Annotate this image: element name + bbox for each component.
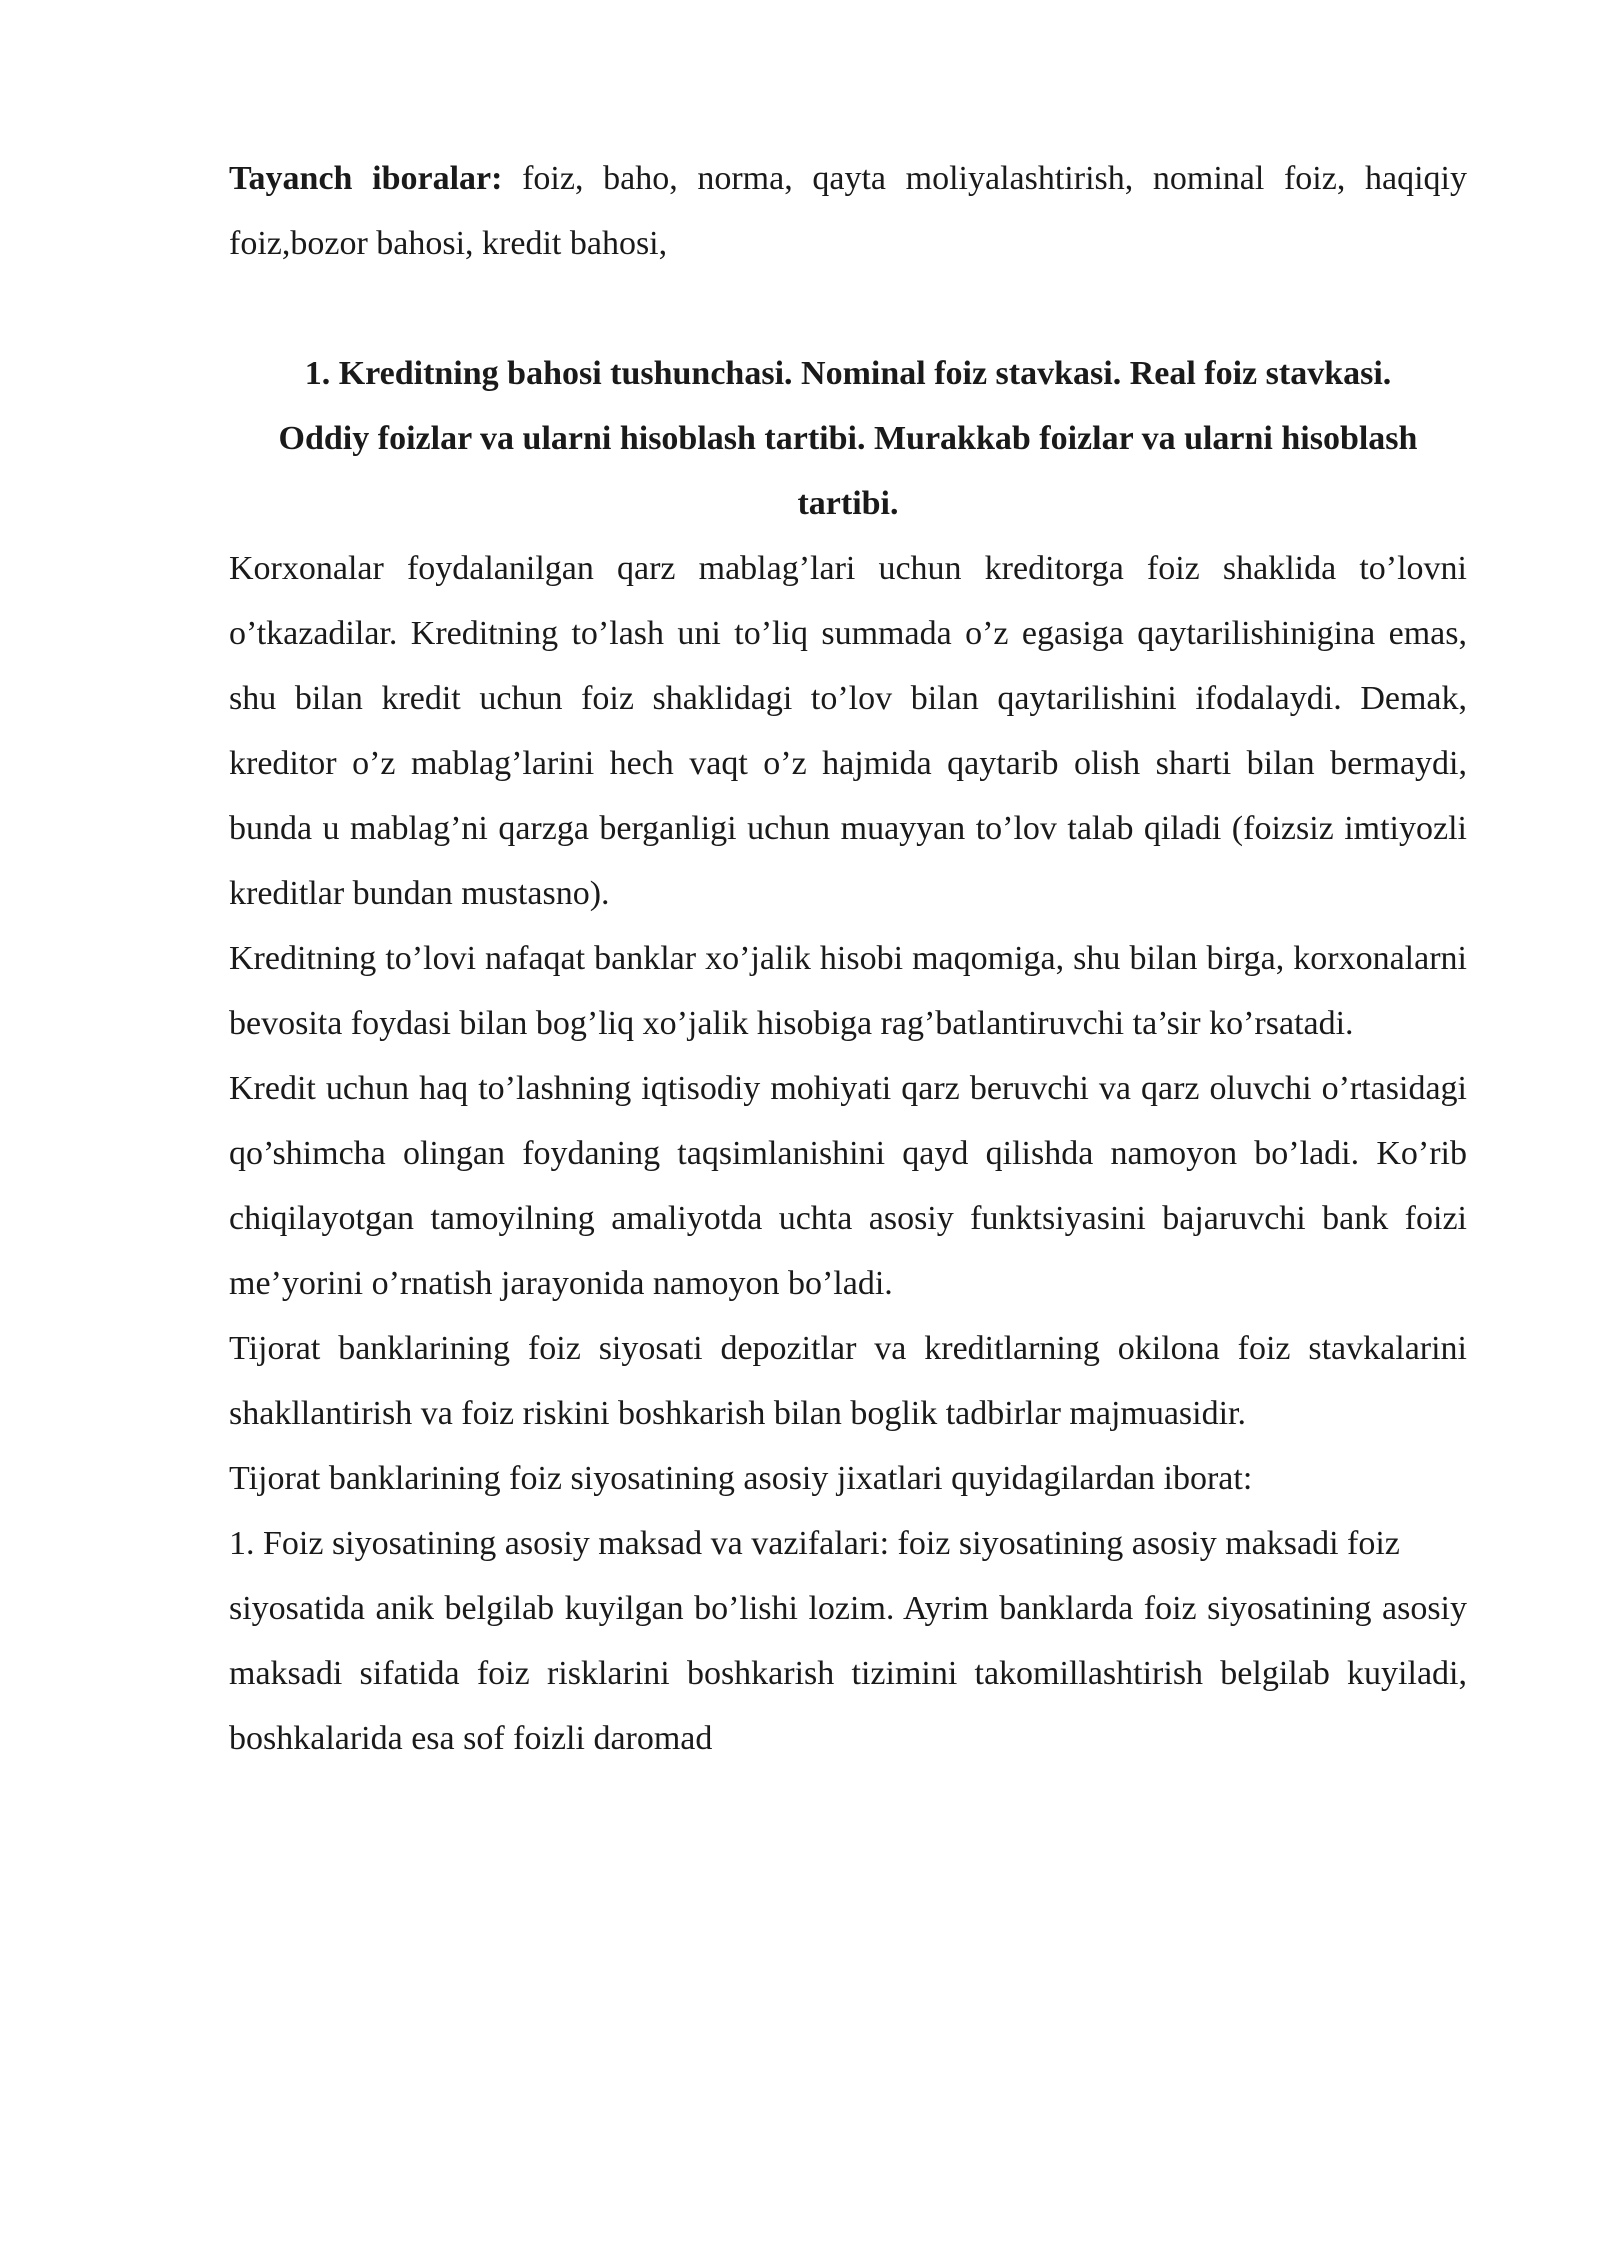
keywords-paragraph — [229, 146, 1467, 276]
keywords-text: foiz, baho, norma, qayta moliyalashtirish, nominal foiz, haqiqiy foiz,bozor bahosi, kredit bahosi, — [229, 160, 1467, 262]
paragraph-2: Kreditning to’lovi nafaqat banklar xo’jalik hisobi maqomiga, shu bilan birga, korxonalarni bevosita foydasi bilan bog’liq xo’jalik hisobiga rag’batlantiruvchi ta’sir ko’rsatadi. — [229, 940, 1467, 1042]
keywords-label: Tayanch iboralar: — [229, 160, 503, 197]
paragraph-1: Korxonalar foydalanilgan qarz mablag’lari uchun kreditorga foiz shaklida to’lovni o’tkazadilar. Kreditning to’lash uni to’liq summada o’z egasiga qaytarilishinigina emas, shu bilan kredit uchun foiz shaklidagi to’lov bilan qaytarilishini ifodalaydi. Demak, kreditor o’z mablag’larini hech vaqt o’z hajmida qaytarib olish sharti bilan bermaydi, bunda u mablag’ni qarzga berganligi uchun muayyan to’lov talab qiladi (foizsiz imtiyozli kreditlar bundan mustasno). — [229, 550, 1467, 912]
paragraph-5: Tijorat banklarining foiz siyosatining asosiy jixatlari quyidagilardan iborat: — [229, 1460, 1253, 1497]
paragraph-6: 1. Foiz siyosatining asosiy maksad va vazifalari: foiz siyosatining asosiy maksadi foiz — [229, 1525, 1400, 1562]
paragraph-3: Kredit uchun haq to’lashning iqtisodiy mohiyati qarz beruvchi va qarz oluvchi o’rtasidagi qo’shimcha olingan foydaning taqsimlanishini qayd qilishda namoyon bo’ladi. Ko’rib chiqilayotgan tamoyilning amaliyotda uchta asosiy funktsiyasini bajaruvchi bank foizi me’yorini o’rnatish jarayonida namoyon bo’ladi. — [229, 1070, 1467, 1302]
page-content — [229, 146, 1467, 1771]
paragraph-7: siyosatida anik belgilab kuyilgan bo’lishi lozim. Ayrim banklarda foiz siyosatining asosiy maksadi sifatida foiz risklarini boshkarish tizimini takomillashtirish belgilab kuyiladi, boshkalarida esa sof foizli daromad — [229, 1590, 1467, 1757]
paragraph-4: Tijorat banklarining foiz siyosati depozitlar va kreditlarning okilona foiz stavkalarini shakllantirish va foiz riskini boshkarish bilan boglik tadbirlar majmuasidir. — [229, 1330, 1467, 1432]
section-heading: 1. Kreditning bahosi tushunchasi. Nominal foiz stavkasi. Real foiz stavkasi. Oddiy foizlar va ularni hisoblash tartibi. Murakkab foizlar va ularni hisoblash tartibi. — [278, 355, 1418, 522]
